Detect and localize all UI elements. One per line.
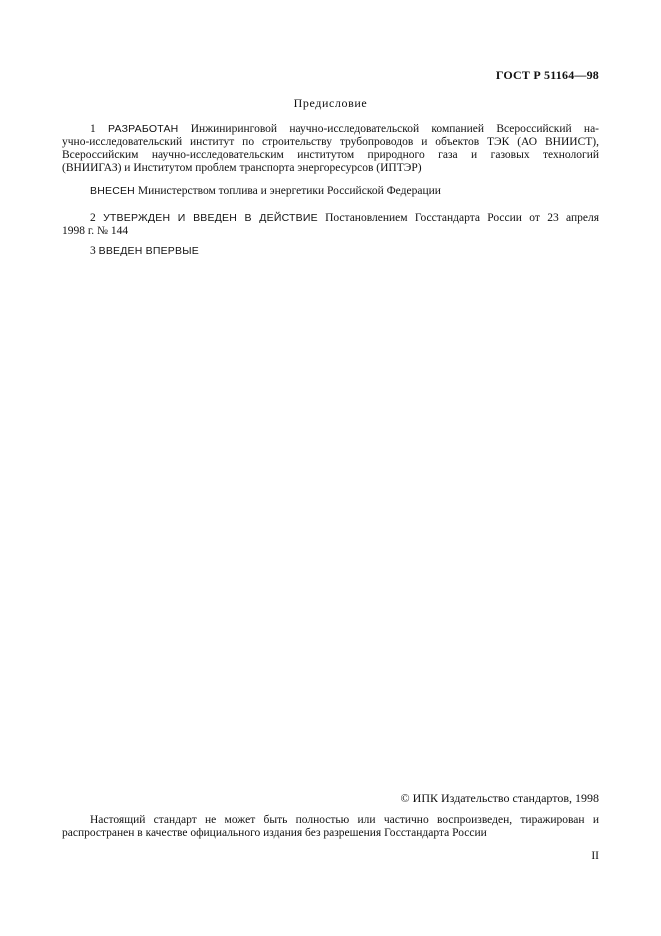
preface-item-lead: УТВЕРЖДЕН И ВВЕДЕН В ДЕЙСТВИЕ — [103, 212, 318, 224]
copyright-notice: © ИПК Издательство стандартов, 1998 — [400, 791, 599, 805]
preface-item-text: Инжиниринговой научно-исследовательской компанией Всероссийский на- — [190, 123, 599, 135]
preface-item-number: 3 — [90, 245, 96, 257]
preface-item-approved-line-2: 1998 г. № 144 — [62, 225, 129, 237]
preface-item-developed-line-4: (ВНИИГАЗ) и Институтом проблем транспорта энергоресурсов (ИПТЭР) — [62, 162, 422, 174]
preface-item-approved — [62, 212, 599, 238]
reproduction-notice-line-1: Настоящий стандарт не может быть полностью или частично воспроизведен, тиражирован и — [90, 814, 599, 826]
preface-item-lead: ВВЕДЕН ВПЕРВЫЕ — [98, 245, 199, 257]
preface-item-text: Постановлением Госстандарта России от 23 апреля — [325, 212, 599, 224]
preface-item-lead: ВНЕСЕН — [90, 185, 135, 197]
preface-item-approved-line-1 — [62, 212, 599, 225]
preface-item-number: 2 — [90, 212, 96, 224]
preface-item-introduced-line-1 — [62, 185, 599, 198]
reproduction-notice — [62, 814, 599, 840]
preface-heading: Предисловие — [293, 96, 368, 110]
preface-item-number: 1 — [90, 123, 96, 135]
preface-item-introduced — [62, 185, 599, 198]
preface-item-first-introduced-line-1 — [62, 245, 599, 258]
document-code: ГОСТ Р 51164—98 — [495, 68, 599, 82]
page-number: II — [591, 850, 599, 862]
reproduction-notice-line-2: распространен в качестве официального издания без разрешения Госстандарта России — [62, 827, 487, 839]
preface-item-developed — [62, 123, 599, 175]
preface-item-lead: РАЗРАБОТАН — [108, 123, 179, 135]
preface-item-first-introduced — [62, 245, 599, 258]
preface-item-developed-line-1 — [62, 123, 599, 136]
preface-item-developed-line-3: Всероссийским научно-исследовательским институтом природного газа и газовых технологий — [62, 149, 599, 161]
preface-item-text: Министерством топлива и энергетики Российской Федерации — [137, 185, 441, 197]
preface-item-developed-line-2: учно-исследовательский институт по строительству трубопроводов и объектов ТЭК (АО ВНИИСТ), — [62, 136, 599, 148]
